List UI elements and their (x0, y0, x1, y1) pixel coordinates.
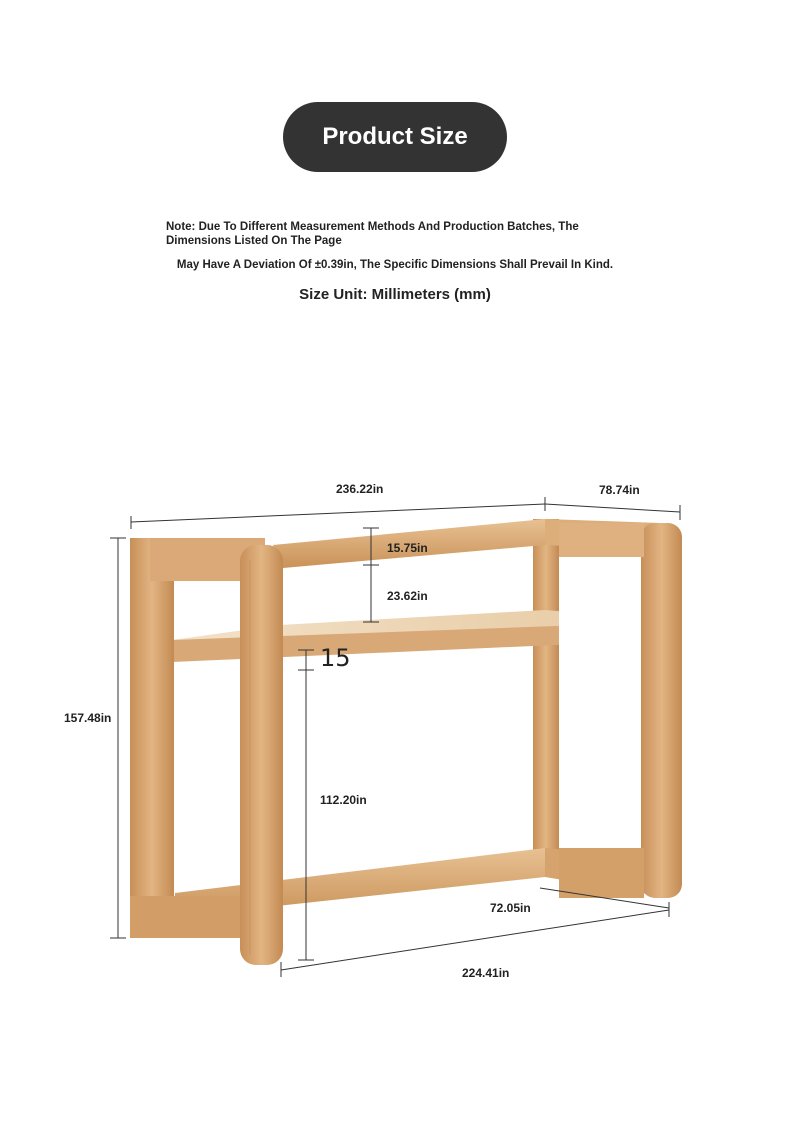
total-height-label: 157.48in (64, 711, 112, 725)
upper-gap-label: 23.62in (387, 589, 428, 603)
top-rail-height-label: 15.75in (387, 541, 428, 555)
total-depth-label: 78.74in (599, 483, 640, 497)
right-side-frame (559, 523, 682, 898)
shelf-thickness-label: 15 (320, 644, 351, 672)
deviation-note: May Have A Deviation Of ±0.39in, The Specific Dimensions Shall Prevail In Kind. (176, 259, 614, 271)
measurement-note: Note: Due To Different Measurement Methods And Production Batches, The Dimensions Listed On The Page (166, 221, 579, 247)
total-width-label: 236.22in (336, 482, 384, 496)
bottom-width-label: 224.41in (462, 966, 510, 980)
product-size-title: Product Size (322, 123, 468, 150)
inner-depth-label: 72.05in (490, 901, 531, 915)
left-side-frame (130, 538, 283, 965)
size-unit-label: Size Unit: Millimeters (mm) (299, 286, 491, 303)
lower-gap-label: 112.20in (320, 793, 367, 807)
